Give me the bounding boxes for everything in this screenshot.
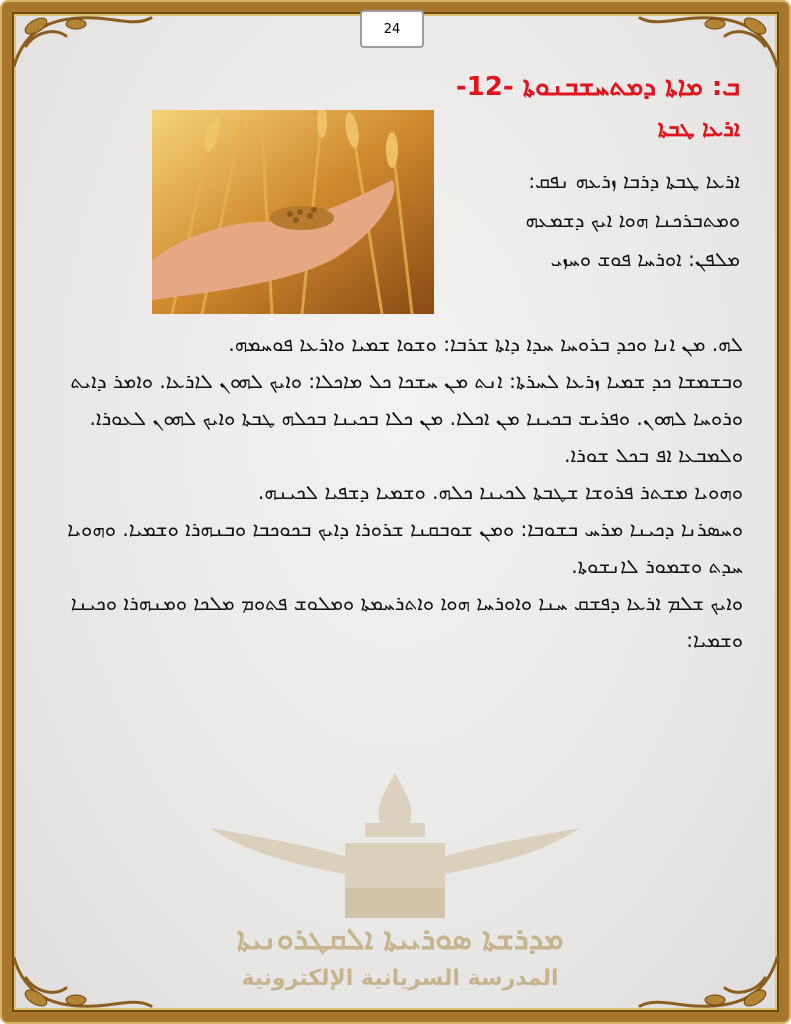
page-number-box: [360, 10, 424, 48]
paragraph: ܘܒܫܡܫܐ ܟܕ ܫܡܝܐ ܙܪܥܐ ܠܚܪܬܐ: ܐܢܬ ܡܢ ܚܫܟܐ ܟܠ ܡܐܟܠܐ: ܘܐܝܟ ܠܗܘܢ ܠܐܪܥܐ. ܘܐܡܪ ܕܐܝܬ ܘܪܘܚܐ ܠܗܘܢ. ܘܦܪܝܫ ܒܟܝܢܐ ܡܢ ܐܟܠܐ. ܡܢ ܟܠܐ ܒܟܝܢܐ ܒܟܠܗ ܛܒܬܐ ܘܐܝܟ ܠܗܘܢ ܠܥܘܪܐ. ܘܠܡܒܥܐ ܐܦ ܒܟܠ ܫܘܪܐ.: [70, 369, 743, 467]
verse-line: ܡܠܦܢ: ܐܘܪܚܐ ܦܘܫ ܘܚܙܝ: [550, 247, 740, 271]
verse-block: [450, 162, 740, 279]
page-number: 24: [383, 22, 401, 37]
paragraph: ܘܗܘܝܐ ܡܫܬܪ ܦܪܘܫܐ ܫܛܒܬܐ ܠܟܝܢܐ ܟܠܗ. ܘܫܡܝܐ ܕܫܦܝܐ ܠܟܝܢܗ.: [257, 480, 743, 504]
ornament-top-left-icon: [6, 6, 156, 76]
verse-line: ܘܡܬܒܪܟܢܐ ܗܘܐ ܐܝܟ ܕܫܡܥܗ: [525, 208, 740, 232]
verse-line: ܐܪܥܐ ܛܒܬܐ ܕܪܒܐ ܙܪܥܗ ܢܦܩ:: [528, 169, 740, 193]
lesson-subtitle: ܐܪܥܐ ܛܒܬܐ: [657, 117, 740, 142]
wheat-hands-image-icon: [152, 110, 434, 314]
ornament-bottom-left-icon: [6, 948, 156, 1018]
paragraph: ܘܚܣܪܢܐ ܕܟܝܢܐ ܡܪܚ ܒܫܘܒܐ: ܘܡܢ ܫܘܒܩܢܐ ܫܪܘܪܐ ܕܐܝܟ ܒܟܘܟܒܐ ܘܒܢܗܪܐ ܘܫܡܝܐ. ܘܗܘܝܐ ܚܕܬ ܘܫܡܘܪ ܠܐܢܫܘܬܐ.: [67, 517, 743, 578]
school-name-arabic: المدرسة السريانية الإلكترونية: [241, 966, 559, 991]
school-name-syriac: ܡܕܪܫܬܐ ܣܘܪܝܝܬܐ ܐܠܩܛܪܘܢܝܬܐ: [236, 922, 564, 957]
wheat-photo: [152, 110, 434, 314]
paragraph: ܠܗ. ܡܢ ܐܢܐ ܘܟܕ ܒܪܘܚܐ ܚܕܐ ܕܐܬܐ ܫܪܒܐ: ܘܫܘܐ ܫܡܝܐ ܘܐܪܥܐ ܦܘܚܡܗ.: [228, 332, 743, 356]
ornament-top-right-icon: [635, 6, 785, 76]
paragraph: ܘܐܝܟ ܫܠܡ ܐܪܥܐ ܕܦܫܩ ܚܢܐ ܘܐܘܪܚܐ ܗܘܐ ܘܐܬܪܚܡܬܐ ܘܡܠܘܫ ܦܬܘܡ ܡܠܟܐ ܘܡܢܗܪܐ ܘܟܝܢܐ ܘܫܡܝܐ:: [70, 591, 743, 652]
ornament-bottom-right-icon: [635, 948, 785, 1018]
lesson-title: ܒ: ܡܐܬܐ ܕܡܬܚܫܒܢܘܬܐ -12-: [455, 72, 740, 102]
lesson-body: [48, 326, 743, 659]
